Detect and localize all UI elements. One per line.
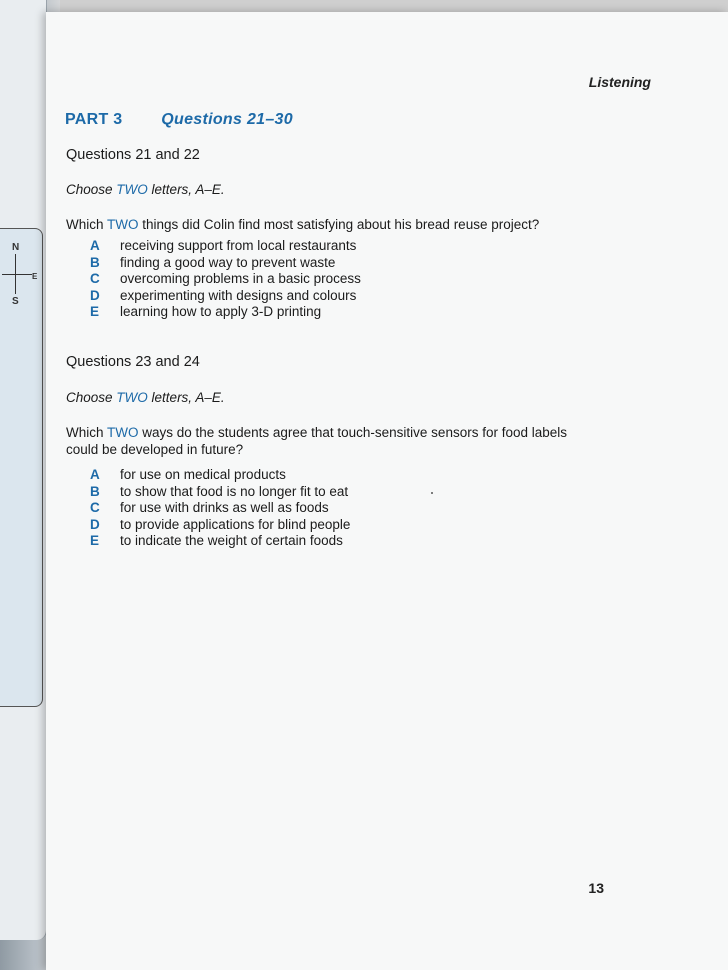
question-highlight: TWO [107,425,139,440]
group-2-instruction [66,390,225,405]
group-1-options [90,238,361,321]
option-a[interactable] [90,467,350,484]
instruction-pre: Choose [66,390,117,405]
group-2-options [90,467,350,550]
compass-horizontal-line [2,274,32,275]
option-b[interactable] [90,484,350,501]
group-1-instruction [66,182,225,197]
compass-east: E [32,272,38,281]
option-c[interactable] [90,271,361,288]
part-heading [65,111,293,129]
option-text: for use on medical products [120,467,286,482]
group-1-question [66,216,586,233]
instruction-pre: Choose [66,182,117,197]
instruction-range: A–E. [195,182,225,197]
option-c[interactable] [90,500,350,517]
option-letter: D [90,287,100,303]
option-text: overcoming problems in a basic process [120,271,361,286]
option-letter: B [90,254,100,270]
stray-dot [431,492,433,494]
option-text: receiving support from local restaurants [120,238,357,253]
compass-south: S [12,296,19,307]
option-e[interactable] [90,304,361,321]
option-a[interactable] [90,238,361,255]
instruction-highlight: TWO [116,390,148,405]
option-text: finding a good way to prevent waste [120,254,336,270]
question-pre: Which [66,425,108,440]
compass-rose-icon [0,240,42,310]
question-pre: Which [66,217,108,232]
option-d[interactable] [90,288,361,305]
option-letter: E [90,533,100,548]
question-post: ways do the students agree that touch-sensitive sensors for food labels could be developed in future? [66,425,568,457]
option-letter: C [90,271,100,286]
option-text: experimenting with designs and colours [120,287,357,303]
option-letter: C [90,500,100,515]
question-post: things did Colin find most satisfying about his bread reuse project? [138,217,540,232]
option-letter: A [90,467,100,482]
option-letter: A [90,238,100,253]
option-letter: D [90,516,100,532]
option-letter: E [90,304,100,319]
option-text: to provide applications for blind people [120,516,351,532]
compass-north: N [12,242,20,253]
option-letter: B [90,483,100,499]
instruction-range: A–E. [195,390,225,405]
group-2-question [66,424,586,458]
option-text: for use with drinks as well as foods [120,500,329,515]
instruction-post: letters, [147,182,196,197]
option-text: to indicate the weight of certain foods [120,533,343,548]
group-2-title: Questions 23 and 24 [66,354,200,370]
option-e[interactable] [90,533,350,550]
option-d[interactable] [90,517,350,534]
part-label: PART 3 [65,111,123,128]
instruction-post: letters, [147,390,196,405]
option-text: learning how to apply 3-D printing [120,304,322,319]
question-range: Questions 21–30 [161,111,293,128]
book-page [46,12,728,970]
group-1-title: Questions 21 and 22 [66,147,200,163]
page-number: 13 [588,880,604,896]
option-text: to show that food is no longer fit to eat [120,483,349,499]
instruction-highlight: TWO [116,182,148,197]
section-header: Listening [588,74,651,90]
option-b[interactable] [90,255,361,272]
question-highlight: TWO [107,217,139,232]
